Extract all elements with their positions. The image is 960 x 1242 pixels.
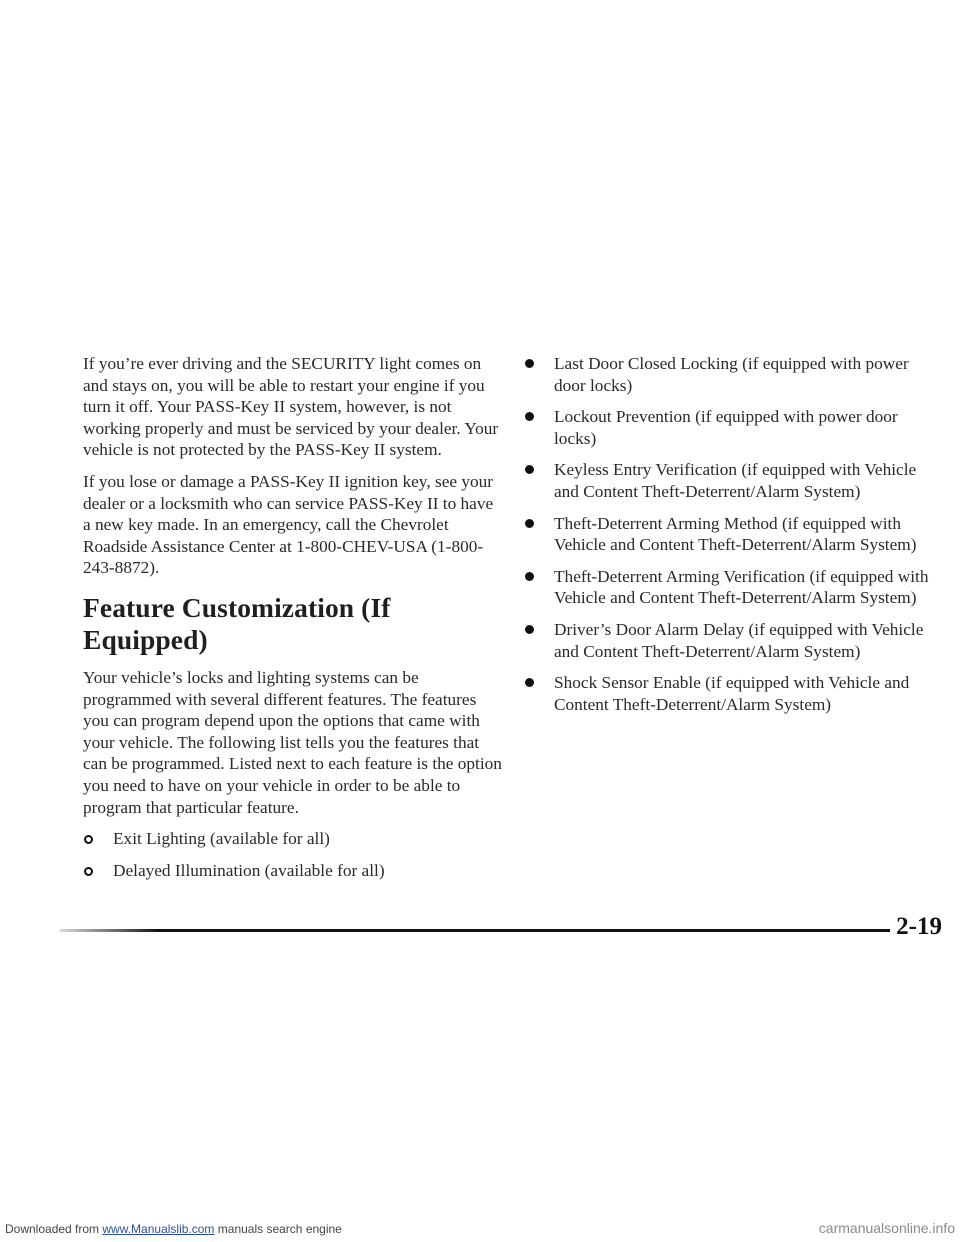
bullet-icon (525, 572, 534, 581)
security-light-paragraph: If you’re ever driving and the SECURITY light comes on and stays on, you will be able to restart your engine if you turn it off. Your PASS-Key II system, however, is not working properly and must be serviced by your dealer. Your vehicle is not protected by the PASS-Key II system. (83, 354, 499, 460)
list-item (524, 672, 944, 715)
watermark-text: carmanualsonline.info (818, 1220, 955, 1236)
list-item-text: Last Door Closed Locking (if equipped with power door locks) (554, 354, 909, 395)
list-item (83, 828, 503, 850)
list-item (524, 513, 944, 556)
right-feature-list (524, 353, 944, 715)
bullet-icon (525, 359, 534, 368)
page-number: 2-19 (896, 913, 942, 940)
list-item-text: Theft-Deterrent Arming Method (if equipped with Vehicle and Content Theft-Deterrent/Alarm System) (554, 513, 917, 555)
list-item-text: Lockout Prevention (if equipped with power door locks) (554, 407, 898, 448)
list-item-text: Driver’s Door Alarm Delay (if equipped with Vehicle and Content Theft-Deterrent/Alarm System) (554, 619, 924, 661)
download-footer (5, 1222, 342, 1236)
list-item (83, 860, 503, 882)
bullet-icon (525, 625, 534, 634)
footer-prefix: Downloaded from (5, 1222, 103, 1236)
list-item (524, 619, 944, 662)
list-item (524, 566, 944, 609)
horizontal-divider (60, 929, 890, 932)
list-item-text: Theft-Deterrent Arming Verification (if equipped with Vehicle and Content Theft-Deterrent/Alarm System) (554, 566, 929, 608)
bullet-icon (525, 412, 534, 421)
lost-key-paragraph: If you lose or damage a PASS-Key II ignition key, see your dealer or a locksmith who can service PASS-Key II to have a new key made. In an emergency, call the Chevrolet Roadside Assistance Center at 1-800-CHEV-USA (1-800-243-8872). (83, 471, 494, 578)
bullet-icon (84, 835, 93, 844)
list-item (524, 459, 944, 502)
page-rule (0, 922, 960, 944)
manualslib-link[interactable]: www.Manualslib.com (102, 1222, 215, 1236)
left-column (83, 353, 503, 891)
footer-suffix: manuals search engine (214, 1222, 342, 1236)
bullet-icon (525, 678, 534, 687)
bullet-icon (525, 519, 534, 528)
bullet-icon (525, 465, 534, 474)
left-feature-list (83, 828, 503, 881)
list-item (524, 353, 944, 396)
list-item (524, 406, 944, 449)
right-column (524, 353, 944, 725)
section-heading: Feature Customization (If Equipped) (83, 591, 391, 655)
list-item-text: Delayed Illumination (available for all) (113, 860, 385, 880)
intro-paragraph: Your vehicle’s locks and lighting systems can be programmed with several different features. The features you can program depend upon the options that came with your vehicle. The following list tells you the features that can be programmed. Listed next to each feature is the option you need to have on your vehicle in order to be able to program that particular feature. (83, 667, 502, 817)
list-item-text: Keyless Entry Verification (if equipped with Vehicle and Content Theft-Deterrent/Alarm System) (554, 460, 917, 501)
list-item-text: Shock Sensor Enable (if equipped with Vehicle and Content Theft-Deterrent/Alarm System) (554, 673, 910, 714)
list-item-text: Exit Lighting (available for all) (113, 829, 330, 849)
bullet-icon (84, 867, 93, 876)
